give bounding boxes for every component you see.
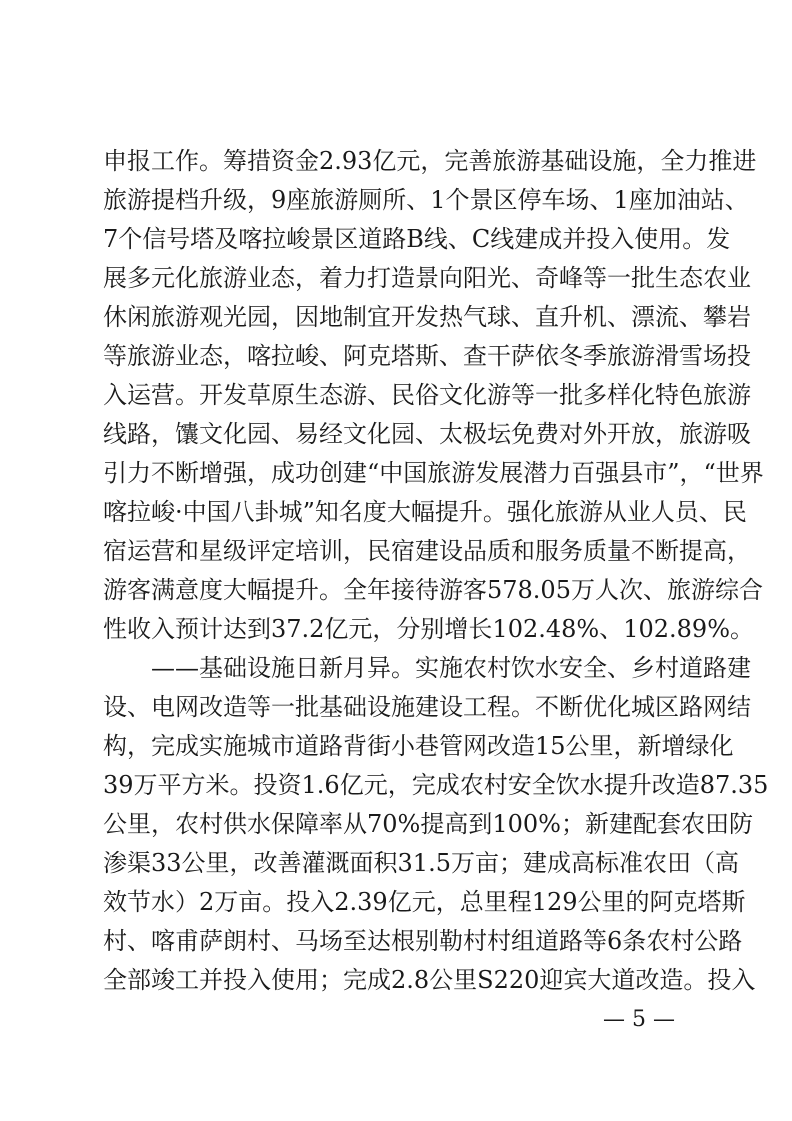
body-text-line-17: 39万平方米。投资1.6亿元，完成农村安全饮水提升改造87.35 xyxy=(103,771,769,799)
body-text-line-15: 设、电网改造等一批基础设施建设工程。不断优化城区路网结 xyxy=(103,693,751,721)
body-text-line-11: 宿运营和星级评定培训，民宿建设品质和服务质量不断提高， xyxy=(103,537,751,565)
body-text-line-12: 游客满意度大幅提升。全年接待游客578.05万人次、旅游综合 xyxy=(103,576,763,604)
body-text-line-7: 入运营。开发草原生态游、民俗文化游等一批多样化特色旅游 xyxy=(103,381,751,409)
body-text-line-8: 线路，馕文化园、易经文化园、太极坛免费对外开放，旅游吸 xyxy=(103,420,751,448)
body-text-line-5: 休闲旅游观光园，因地制宜开发热气球、直升机、漂流、攀岩 xyxy=(103,303,751,331)
body-text-line-6: 等旅游业态，喀拉峻、阿克塔斯、查干萨依冬季旅游滑雪场投 xyxy=(103,342,751,370)
body-text-line-10: 喀拉峻·中国八卦城”知名度大幅提升。强化旅游从业人员、民 xyxy=(103,498,747,526)
body-text-line-4: 展多元化旅游业态，着力打造景向阳光、奇峰等一批生态农业 xyxy=(103,264,751,292)
body-text-line-18: 公里，农村供水保障率从70%提高到100%；新建配套农田防 xyxy=(103,810,753,838)
body-text-line-22: 全部竣工并投入使用；完成2.8公里S220迎宾大道改造。投入 xyxy=(103,966,756,994)
body-text-line-1: 申报工作。筹措资金2.93亿元，完善旅游基础设施，全力推进 xyxy=(103,147,757,175)
body-text-line-16: 构，完成实施城市道路背街小巷管网改造15公里，新增绿化 xyxy=(103,732,734,760)
body-text-line-9: 引力不断增强，成功创建“中国旅游发展潜力百强县市”，“世界 xyxy=(103,459,764,487)
page-number: — 5 — xyxy=(603,1007,675,1032)
body-text-line-20: 效节水）2万亩。投入2.39亿元，总里程129公里的阿克塔斯 xyxy=(103,888,746,916)
body-text-line-14: ——基础设施日新月异。实施农村饮水安全、乡村道路建 xyxy=(103,654,751,682)
body-text-line-3: 7个信号塔及喀拉峻景区道路B线、C线建成并投入使用。发 xyxy=(103,225,731,253)
body-text-line-19: 渗渠33公里，改善灌溉面积31.5万亩；建成高标准农田（高 xyxy=(103,849,739,877)
body-text-line-21: 村、喀甫萨朗村、马场至达根别勒村村组道路等6条农村公路 xyxy=(103,927,743,955)
body-text-line-2: 旅游提档升级，9座旅游厕所、1个景区停车场、1座加油站、 xyxy=(103,186,749,214)
body-text-line-13: 性收入预计达到37.2亿元，分别增长102.48%、102.89%。 xyxy=(103,615,754,643)
